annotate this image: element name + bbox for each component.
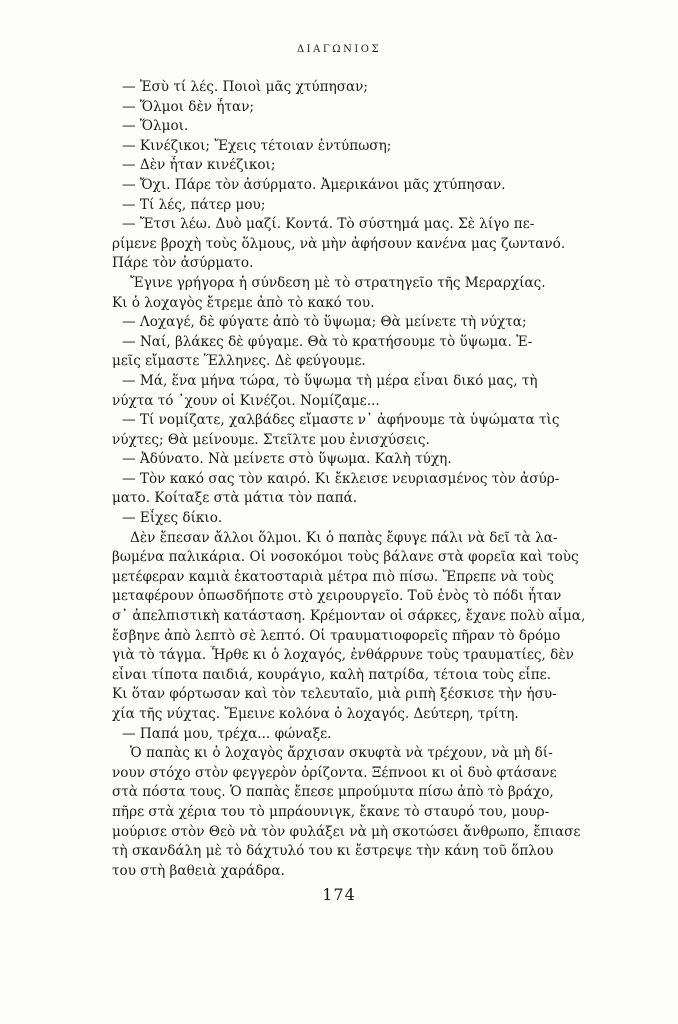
dialogue-line: — Ναί, βλάκες δὲ φύγαμε. Θὰ τὸ κρατήσουμε τὸ ὕψωμα. Ἐ- — [122, 333, 533, 350]
text-line: Κι ὁ λοχαγὸς ἔτρεμε ἀπὸ τὸ κακό του. — [112, 294, 375, 311]
text-line: μεῖς εἴμαστε Ἕλληνες. Δὲ φεύγουμε. — [112, 353, 366, 370]
text-line: Πάρε τὸν ἀσύρματο. — [112, 255, 254, 272]
dialogue-line: — Παπά μου, τρέχα... φώναξε. — [122, 725, 332, 742]
text-line: νύχτα τό ᾽χουν οἱ Κινέζοι. Νομίζαμε... — [112, 392, 380, 409]
text-line: Κι ὅταν φόρτωσαν καὶ τὸν τελευταῖο, μιὰ ριπὴ ξέσκισε τὴν ἡσυ- — [112, 686, 557, 703]
text-line: σ᾽ ἀπελπιστικὴ κατάσταση. Κρέμονταν οἱ σάρκες, ἔχανε πολὺ αἷμα, — [112, 608, 586, 625]
text-line: βωμένα παλικάρια. Οἱ νοσοκόμοι τοὺς βάλανε στὰ φορεῖα καὶ τοὺς — [112, 549, 579, 566]
dialogue-line: — Τί νομίζατε, χαλβάδες εἴμαστε ν᾽ ἀφήνουμε τὰ ὑψώματα τὶς — [122, 412, 560, 429]
dialogue-line: — Εἶχες δίκιο. — [122, 510, 223, 527]
text-line: γιὰ τὸ τάγμα. Ἦρθε κι ὁ λοχαγός, ἐνθάρρυνε τοὺς τραυματίες, δὲν — [112, 647, 574, 664]
text-line: ματο. Κοίταξε στὰ μάτια τὸν παπά. — [112, 490, 358, 507]
text-line: του στὴ βαθειὰ χαράδρα. — [112, 862, 285, 879]
text-line: χία τῆς νύχτας. Ἔμεινε κολόνα ὁ λοχαγός. Δεύτερη, τρίτη. — [112, 706, 519, 722]
dialogue-line: — Ἀδύνατο. Νὰ μείνετε στὸ ὕψωμα. Καλὴ τύχη. — [122, 451, 452, 468]
dialogue-line: — Μά, ἕνα μήνα τώρα, τὸ ὕψωμα τὴ μέρα εἶναι δικό μας, τὴ — [122, 372, 538, 389]
text-line: ἔσβηνε ἀπὸ λεπτὸ σὲ λεπτό. Οἱ τραυματιοφορεῖς πῆραν τὸ δρόμο — [112, 627, 561, 644]
dialogue-line: — Ὅλμοι δὲν ἦταν; — [122, 98, 255, 115]
dialogue-line: — Κινέζικοι; Ἔχεις τέτοιαν ἐντύπωση; — [122, 137, 392, 154]
paragraph-start-line: Δὲν ἔπεσαν ἄλλοι ὅλμοι. Κι ὁ παπὰς ἔφυγε πάλι νὰ δεῖ τὰ λα- — [130, 529, 558, 546]
running-head: ΔΙΑΓΩΝΙΟΣ — [296, 44, 382, 55]
dialogue-line: — Δὲν ἦταν κινέζικοι; — [122, 157, 276, 174]
dialogue-line: — Τὸν κακό σας τὸν καιρό. Κι ἔκλεισε νευριασμένος τὸν ἀσύρ- — [122, 470, 560, 487]
dialogue-line: — Λοχαγέ, δὲ φύγατε ἀπὸ τὸ ὕψωμα; Θὰ μείνετε τὴ νύχτα; — [122, 314, 527, 331]
paragraph-start-line: Ὁ παπὰς κι ὁ λοχαγὸς ἄρχισαν σκυφτὰ νὰ τρέχουν, νὰ μὴ δί- — [130, 745, 553, 762]
text-line: μούρισε στὸν Θεὸ νὰ τὸν φυλάξει νὰ μὴ σκοτώσει ἄνθρωπο, ἔπιασε — [112, 823, 581, 840]
dialogue-line: — Ὄχι. Πάρε τὸν ἀσύρματο. Ἀμερικάνοι μᾶς χτύπησαν. — [122, 176, 506, 193]
text-line: στὰ πόστα τους. Ὁ παπὰς ἔπεσε μπρούμυτα πίσω ἀπὸ τὸ βράχο, — [112, 784, 554, 801]
page-number: 174 — [322, 885, 356, 904]
text-line: νύχτες; Θὰ μείνουμε. Στεῖλτε μου ἐνισχύσεις. — [112, 431, 430, 448]
dialogue-line: — Ἔτσι λέω. Δυὸ μαζί. Κοντά. Τὸ σύστημά μας. Σὲ λίγο πε- — [122, 216, 535, 233]
dialogue-line: — Ἐσὺ τί λές. Ποιοὶ μᾶς χτύπησαν; — [122, 79, 369, 95]
dialogue-line: — Τί λές, πάτερ μου; — [122, 196, 266, 213]
text-line: μεταφέρουν ὁπωσδήποτε στὸ χειρουργεῖο. Τοῦ ἑνὸς τὸ πόδι ἦταν — [112, 588, 562, 605]
text-line: πῆρε στὰ χέρια του τὸ μπράουνιγκ, ἔκανε τὸ σταυρό του, μουρ- — [112, 803, 550, 820]
text-line: εἶναι τίποτα παιδιά, κουράγιο, καλὴ πατρίδα, τέτοια τοὺς εἶπε. — [112, 666, 552, 683]
dialogue-line: — Ὅλμοι. — [122, 118, 189, 135]
body-text — [112, 78, 612, 881]
text-line: τὴ σκανδάλη μὲ τὸ δάχτυλό του κι ἔστρεψε τὴν κάνη τοῦ ὅπλου — [112, 843, 554, 860]
text-line: ρίμενε βροχὴ τοὺς ὅλμους, νὰ μὴν ἀφήσουν κανένα μας ζωντανό. — [112, 235, 566, 252]
text-line: μετέφεραν καμιὰ ἑκατοσταριὰ μέτρα πιὸ πίσω. Ἔπρεπε νὰ τοὺς — [112, 568, 554, 585]
paragraph-start-line: Ἔγινε γρήγορα ἡ σύνδεση μὲ τὸ στρατηγεῖο τῆς Μεραρχίας. — [130, 274, 546, 291]
text-line: νουν στόχο στὸν φεγγερὸν ὁρίζοντα. Ξέπνοοι κι οἱ δυὸ φτάσανε — [112, 764, 557, 781]
